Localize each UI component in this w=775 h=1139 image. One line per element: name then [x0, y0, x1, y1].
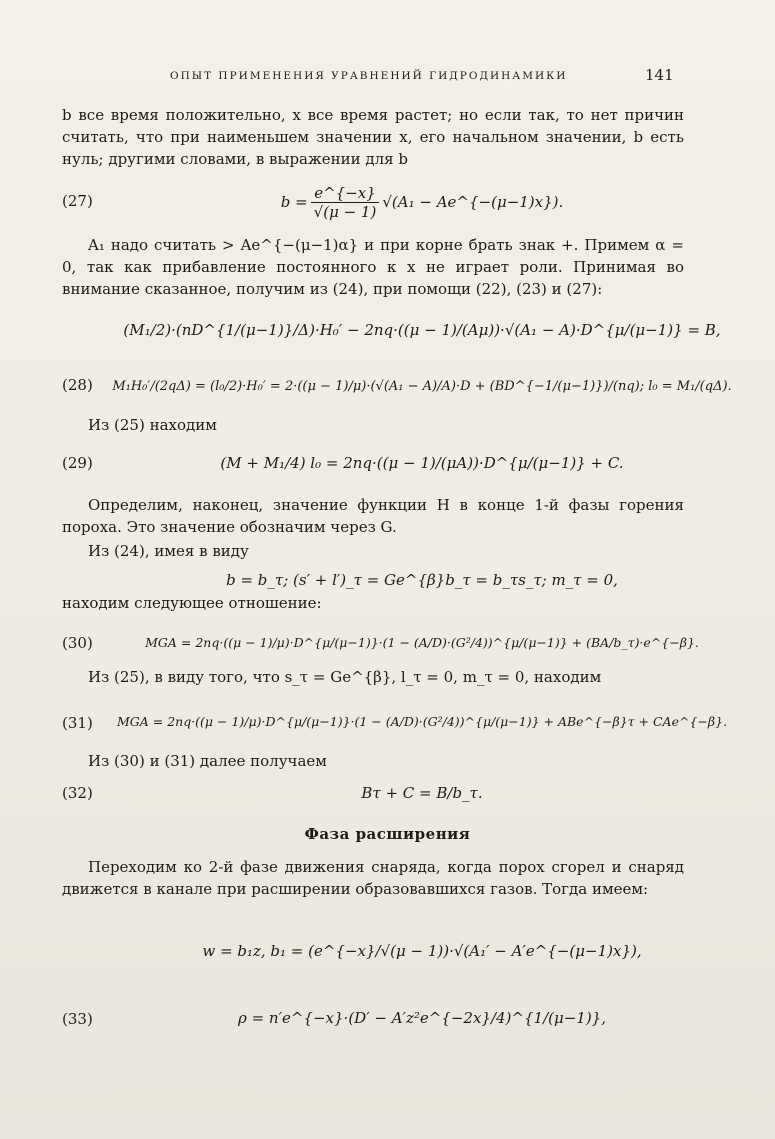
equation-27 [62, 180, 684, 224]
equation-body [145, 612, 699, 672]
equation-body [162, 928, 682, 974]
page-number: 141 [645, 66, 674, 84]
equation-number: (30) [62, 634, 93, 652]
paragraph-7: Из (25), в виду того, что s_τ = Ge^{β}, l_τ = 0, m_τ = 0, находим [88, 668, 602, 686]
equation-number: (28) [62, 376, 93, 394]
fraction-denominator: √(μ − 1) [313, 202, 377, 221]
equation-number: (32) [62, 784, 93, 802]
equation-body [116, 690, 728, 752]
equation-body [162, 180, 682, 224]
equation-tail: √(A₁ − Ae^{−(μ−1)x}). [382, 193, 564, 211]
equation-text: ρ = n′e^{−x}·(D′ − A′z²e^{−2x}/4)^{1/(μ−1)}, [238, 1009, 606, 1027]
paragraph-5: Из (24), имея в виду [88, 542, 249, 560]
equation-body [123, 306, 721, 354]
equation-text: b = b_τ; (s′ + l′)_τ = Ge^{β}b_τ = b_τs_τ; m_τ = 0, [226, 571, 618, 589]
equation-text: M₁H₀′/(2qΔ) = (l₀/2)·H₀′ = 2·((μ − 1)/μ)·(√(A₁ − A)/A)·D + (BD^{−1/(μ−1)})/(nq); l₀ = M₁/(qΔ). [112, 378, 732, 394]
equation-body [112, 360, 732, 412]
section-heading: Фаза расширения [304, 825, 471, 843]
equation-text: (M + M₁/4) l₀ = 2nq·((μ − 1)/(μA))·D^{μ/(μ−1)} + C. [220, 454, 624, 472]
equation-unnumbered-c [62, 928, 684, 974]
equation-body [162, 990, 682, 1046]
equation-32 [62, 770, 684, 816]
equation-text: MGA = 2nq·((μ − 1)/μ)·D^{μ/(μ−1)}·(1 − (A/D)·(G²/4))^{μ/(μ−1)} + (BA/b_τ)·e^{−β}. [145, 634, 699, 650]
paragraph-8: Из (30) и (31) далее получаем [88, 752, 327, 770]
fraction [311, 184, 380, 221]
equation-text: MGA = 2nq·((μ − 1)/μ)·D^{μ/(μ−1)}·(1 − (A/D)·(G²/4))^{μ/(μ−1)} + ABe^{−β}τ + CAe^{−β}. [116, 713, 728, 729]
paragraph-4: Определим, наконец, значение функции H в конце 1-й фазы горения пороха. Это значение обозначим через G. [62, 496, 684, 536]
paragraph-1: b все время положительно, x все время растет; но если так, то нет причин считать, что при наименьшем значении x, его начальном значении, b есть нуль; другими словами, в выражении для b [62, 106, 684, 168]
equation-number: (31) [62, 714, 93, 732]
paragraph-9: Переходим ко 2-й фазе движения снаряда, когда порох сгорел и снаряд движется в канале при расширении образовавшихся газов. Тогда имеем: [62, 858, 684, 898]
equation-28 [62, 360, 732, 412]
equation-number: (27) [62, 192, 93, 210]
paragraph-2: A₁ надо считать > Ae^{−(μ−1)α} и при корне брать знак +. Примем α = 0, так как прибавление постоянного к x не играет роли. Принимая во внимание сказанное, получим из (24), при помощи (22), (23) и (27): [62, 236, 684, 298]
paragraph-6: находим следующее отношение: [62, 594, 322, 612]
fraction-numerator: e^{−x} [311, 184, 379, 203]
equation-text: w = b₁z, b₁ = (e^{−x}/√(μ − 1))·√(A₁′ − A′e^{−(μ−1)x}), [202, 942, 642, 960]
equation-body [162, 770, 682, 816]
equation-29 [62, 436, 684, 490]
equation-unnumbered-a [62, 306, 721, 354]
equation-33 [62, 990, 684, 1046]
equation-text: (M₁/2)·(nD^{1/(μ−1)}/Δ)·H₀′ − 2nq·((μ − 1)/(Aμ))·√(A₁ − A)·D^{μ/(μ−1)} = B, [123, 321, 721, 339]
equation-number: (33) [62, 1010, 93, 1028]
equation-text: Bτ + C = B/b_τ. [361, 784, 483, 802]
equation-lhs: b = [280, 193, 308, 211]
paragraph-3: Из (25) находим [88, 416, 217, 434]
equation-number: (29) [62, 454, 93, 472]
running-header: ОПЫТ ПРИМЕНЕНИЯ УРАВНЕНИЙ ГИДРОДИНАМИКИ [170, 70, 568, 82]
equation-body [162, 436, 682, 490]
equation-31 [62, 690, 728, 752]
equation-30 [62, 612, 699, 672]
